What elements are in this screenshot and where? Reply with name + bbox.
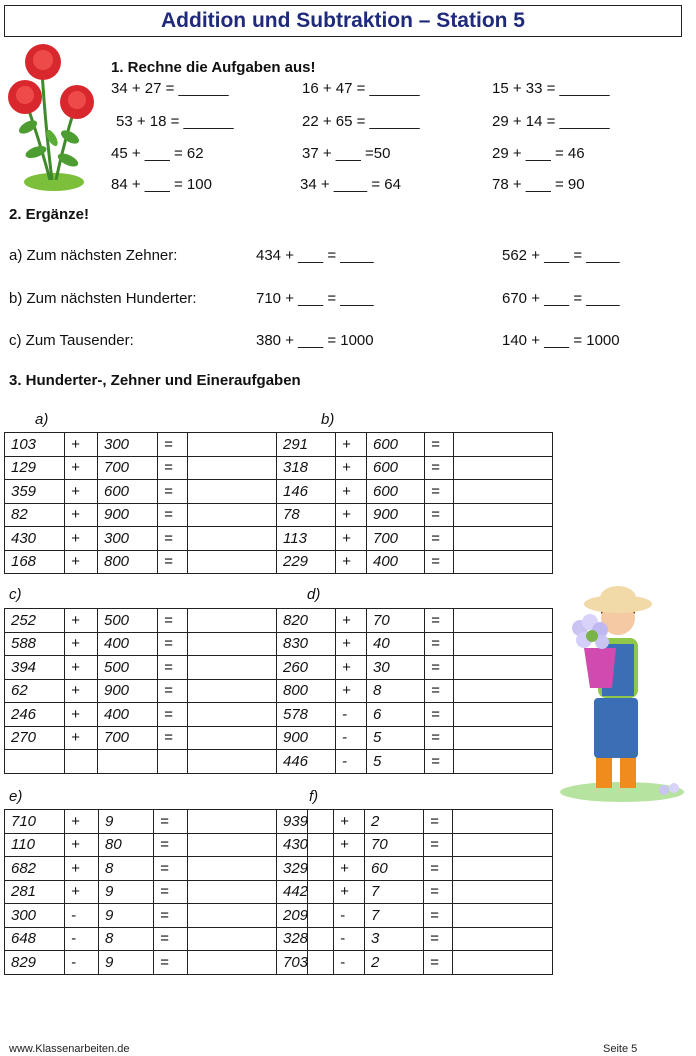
first-number-cell: 270 xyxy=(5,726,65,750)
table-row xyxy=(277,880,553,904)
first-number-cell: 252 xyxy=(5,609,65,633)
table-row xyxy=(5,810,308,834)
table-row xyxy=(277,632,553,656)
operator-cell: + xyxy=(65,550,98,574)
table-row xyxy=(277,750,553,774)
operator-cell: + xyxy=(65,810,99,834)
second-number-cell: 40 xyxy=(367,632,425,656)
second-number-cell: 800 xyxy=(98,550,158,574)
first-number-cell: 209 xyxy=(277,904,334,928)
table-c-label: c) xyxy=(9,586,22,603)
table-row xyxy=(5,927,308,951)
footer-website: www.Klassenarbeiten.de xyxy=(9,1043,130,1055)
equals-sign-cell: = xyxy=(158,456,188,480)
operator-cell: + xyxy=(65,503,98,527)
operator-cell: + xyxy=(336,656,367,680)
answer-cell[interactable] xyxy=(188,679,277,703)
answer-cell[interactable] xyxy=(188,527,277,551)
second-number-cell: 9 xyxy=(99,880,154,904)
task1-row2-col1: 53 + 18 = ______ xyxy=(116,113,234,130)
equals-sign-cell: = xyxy=(158,550,188,574)
task2-row-b-label: b) Zum nächsten Hunderter: xyxy=(9,290,197,307)
first-number-cell: 446 xyxy=(277,750,336,774)
table-e xyxy=(4,809,308,975)
first-number-cell: 442 xyxy=(277,880,334,904)
table-row xyxy=(277,833,553,857)
operator-cell: + xyxy=(65,433,98,457)
answer-cell[interactable] xyxy=(453,951,553,975)
equals-sign-cell: = xyxy=(425,433,454,457)
first-number-cell: 318 xyxy=(277,456,336,480)
second-number-cell: 5 xyxy=(367,750,425,774)
second-number-cell: 300 xyxy=(98,527,158,551)
equals-sign-cell: = xyxy=(154,951,188,975)
second-number-cell: 9 xyxy=(99,810,154,834)
answer-cell[interactable] xyxy=(454,703,553,727)
answer-cell[interactable] xyxy=(454,503,553,527)
equals-sign-cell: = xyxy=(424,833,453,857)
second-number-cell: 600 xyxy=(98,480,158,504)
page-title: Addition und Subtraktion – Station 5 xyxy=(161,9,525,32)
answer-cell[interactable] xyxy=(454,433,553,457)
equals-sign-cell: = xyxy=(154,810,188,834)
first-number-cell: 578 xyxy=(277,703,336,727)
table-row xyxy=(5,880,308,904)
second-number-cell: 60 xyxy=(365,857,424,881)
operator-cell: + xyxy=(65,656,98,680)
equals-sign-cell: = xyxy=(158,527,188,551)
table-row xyxy=(5,609,277,633)
task2-row-b-right: 670 + ___ = ____ xyxy=(502,290,620,307)
second-number-cell: 9 xyxy=(99,951,154,975)
operator-cell: + xyxy=(65,857,99,881)
equals-sign-cell: = xyxy=(154,833,188,857)
equals-sign-cell: = xyxy=(158,433,188,457)
table-b xyxy=(276,432,553,574)
operator-cell: + xyxy=(65,703,98,727)
equals-sign-cell: = xyxy=(154,904,188,928)
answer-cell[interactable] xyxy=(454,480,553,504)
answer-cell[interactable] xyxy=(453,810,553,834)
table-row xyxy=(277,527,553,551)
equals-sign-cell xyxy=(158,750,188,774)
answer-cell[interactable] xyxy=(453,927,553,951)
second-number-cell: 700 xyxy=(367,527,425,551)
operator-cell: + xyxy=(334,810,365,834)
first-number-cell: 82 xyxy=(5,503,65,527)
equals-sign-cell: = xyxy=(425,609,454,633)
operator-cell: - xyxy=(65,904,99,928)
equals-sign-cell: = xyxy=(425,726,454,750)
task2-row-b-left: 710 + ___ = ____ xyxy=(256,290,374,307)
second-number-cell: 700 xyxy=(98,456,158,480)
answer-cell[interactable] xyxy=(188,632,277,656)
task1-row1-col3: 15 + 33 = ______ xyxy=(492,80,610,97)
second-number-cell: 70 xyxy=(367,609,425,633)
answer-cell[interactable] xyxy=(188,480,277,504)
table-c xyxy=(4,608,277,774)
second-number-cell: 2 xyxy=(365,951,424,975)
equals-sign-cell: = xyxy=(425,750,454,774)
table-row xyxy=(277,726,553,750)
title-box xyxy=(4,5,682,37)
table-f xyxy=(276,809,553,975)
answer-cell[interactable] xyxy=(188,550,277,574)
first-number-cell: 430 xyxy=(5,527,65,551)
equals-sign-cell: = xyxy=(425,550,454,574)
equals-sign-cell: = xyxy=(154,880,188,904)
first-number-cell: 291 xyxy=(277,433,336,457)
answer-cell[interactable] xyxy=(188,609,277,633)
first-number-cell: 800 xyxy=(277,679,336,703)
table-row xyxy=(5,703,277,727)
second-number-cell: 300 xyxy=(98,433,158,457)
table-a xyxy=(4,432,277,574)
task1-row3-col1: 45 + ___ = 62 xyxy=(111,145,204,162)
task2-heading: 2. Ergänze! xyxy=(9,206,90,223)
first-number-cell: 146 xyxy=(277,480,336,504)
equals-sign-cell: = xyxy=(425,703,454,727)
answer-cell[interactable] xyxy=(453,880,553,904)
task1-row4-col2: 34 + ____ = 64 xyxy=(300,176,401,193)
table-a-label: a) xyxy=(35,411,49,428)
operator-cell: + xyxy=(336,480,367,504)
operator-cell: + xyxy=(336,433,367,457)
table-row xyxy=(5,480,277,504)
first-number-cell: 682 xyxy=(5,857,65,881)
table-row xyxy=(5,456,277,480)
operator-cell: + xyxy=(65,833,99,857)
first-number-cell: 703 xyxy=(277,951,334,975)
answer-cell[interactable] xyxy=(453,904,553,928)
operator-cell: + xyxy=(65,679,98,703)
first-number-cell: 300 xyxy=(5,904,65,928)
first-number-cell: 394 xyxy=(5,656,65,680)
second-number-cell: 600 xyxy=(367,456,425,480)
second-number-cell xyxy=(98,750,158,774)
operator-cell xyxy=(65,750,98,774)
equals-sign-cell: = xyxy=(158,609,188,633)
first-number-cell: 900 xyxy=(277,726,336,750)
answer-cell[interactable] xyxy=(188,433,277,457)
equals-sign-cell: = xyxy=(424,904,453,928)
first-number-cell: 110 xyxy=(5,833,65,857)
equals-sign-cell: = xyxy=(154,927,188,951)
first-number-cell: 281 xyxy=(5,880,65,904)
equals-sign-cell: = xyxy=(424,857,453,881)
second-number-cell: 8 xyxy=(367,679,425,703)
table-row xyxy=(5,527,277,551)
equals-sign-cell: = xyxy=(424,927,453,951)
answer-cell[interactable] xyxy=(453,857,553,881)
task1-heading: 1. Rechne die Aufgaben aus! xyxy=(111,59,316,76)
operator-cell: + xyxy=(65,456,98,480)
first-number-cell: 648 xyxy=(5,927,65,951)
first-number-cell: 710 xyxy=(5,810,65,834)
second-number-cell: 8 xyxy=(99,927,154,951)
answer-cell[interactable] xyxy=(454,609,553,633)
operator-cell: + xyxy=(334,880,365,904)
table-row xyxy=(277,433,553,457)
table-row xyxy=(277,656,553,680)
equals-sign-cell: = xyxy=(425,679,454,703)
task2-row-a-label: a) Zum nächsten Zehner: xyxy=(9,247,178,264)
table-row xyxy=(277,904,553,928)
table-row xyxy=(5,857,308,881)
table-row xyxy=(5,951,308,975)
table-row xyxy=(5,904,308,928)
first-number-cell: 588 xyxy=(5,632,65,656)
answer-cell[interactable] xyxy=(188,503,277,527)
second-number-cell: 900 xyxy=(98,503,158,527)
second-number-cell: 600 xyxy=(367,480,425,504)
operator-cell: + xyxy=(334,857,365,881)
operator-cell: - xyxy=(336,750,367,774)
second-number-cell: 700 xyxy=(98,726,158,750)
operator-cell: + xyxy=(336,503,367,527)
equals-sign-cell: = xyxy=(425,527,454,551)
table-d xyxy=(276,608,553,774)
table-f-label: f) xyxy=(309,788,319,805)
answer-cell[interactable] xyxy=(454,726,553,750)
answer-cell[interactable] xyxy=(454,527,553,551)
answer-cell[interactable] xyxy=(453,833,553,857)
table-b-label: b) xyxy=(321,411,335,428)
task2-row-c-right: 140 + ___ = 1000 xyxy=(502,332,620,349)
equals-sign-cell: = xyxy=(425,480,454,504)
equals-sign-cell: = xyxy=(158,480,188,504)
equals-sign-cell: = xyxy=(424,951,453,975)
second-number-cell: 400 xyxy=(98,632,158,656)
table-row xyxy=(5,833,308,857)
table-row xyxy=(5,726,277,750)
task2-row-a-right: 562 + ___ = ____ xyxy=(502,247,620,264)
answer-cell[interactable] xyxy=(188,703,277,727)
first-number-cell: 78 xyxy=(277,503,336,527)
equals-sign-cell: = xyxy=(425,632,454,656)
equals-sign-cell: = xyxy=(158,632,188,656)
operator-cell: + xyxy=(65,480,98,504)
table-row xyxy=(5,433,277,457)
operator-cell: + xyxy=(336,632,367,656)
task1-row3-col2: 37 + ___ =50 xyxy=(302,145,391,162)
first-number-cell: 359 xyxy=(5,480,65,504)
second-number-cell: 400 xyxy=(98,703,158,727)
first-number-cell xyxy=(5,750,65,774)
table-row xyxy=(5,679,277,703)
equals-sign-cell: = xyxy=(158,726,188,750)
operator-cell: + xyxy=(336,456,367,480)
second-number-cell: 500 xyxy=(98,656,158,680)
table-row xyxy=(277,927,553,951)
second-number-cell: 900 xyxy=(98,679,158,703)
operator-cell: - xyxy=(336,703,367,727)
task1-row4-col3: 78 + ___ = 90 xyxy=(492,176,585,193)
roses-illustration xyxy=(6,42,98,194)
first-number-cell: 229 xyxy=(277,550,336,574)
second-number-cell: 7 xyxy=(365,880,424,904)
task1-row3-col3: 29 + ___ = 46 xyxy=(492,145,585,162)
first-number-cell: 829 xyxy=(5,951,65,975)
operator-cell: - xyxy=(334,927,365,951)
equals-sign-cell: = xyxy=(424,880,453,904)
task2-row-c-label: c) Zum Tausender: xyxy=(9,332,134,349)
equals-sign-cell: = xyxy=(425,503,454,527)
table-row xyxy=(5,750,277,774)
answer-cell[interactable] xyxy=(188,726,277,750)
second-number-cell: 500 xyxy=(98,609,158,633)
footer-page-number: Seite 5 xyxy=(603,1043,638,1055)
table-row xyxy=(5,503,277,527)
operator-cell: + xyxy=(336,527,367,551)
table-row xyxy=(5,550,277,574)
second-number-cell: 6 xyxy=(367,703,425,727)
operator-cell: + xyxy=(336,550,367,574)
operator-cell: - xyxy=(65,951,99,975)
first-number-cell: 260 xyxy=(277,656,336,680)
equals-sign-cell: = xyxy=(158,703,188,727)
task2-row-c-left: 380 + ___ = 1000 xyxy=(256,332,374,349)
table-row xyxy=(277,456,553,480)
task2-row-a-left: 434 + ___ = ____ xyxy=(256,247,374,264)
task1-row1-col2: 16 + 47 = ______ xyxy=(302,80,420,97)
operator-cell: + xyxy=(65,880,99,904)
table-row xyxy=(5,656,277,680)
first-number-cell: 129 xyxy=(5,456,65,480)
first-number-cell: 168 xyxy=(5,550,65,574)
first-number-cell: 430 xyxy=(277,833,334,857)
table-e-label: e) xyxy=(9,788,23,805)
operator-cell: - xyxy=(336,726,367,750)
equals-sign-cell: = xyxy=(425,456,454,480)
table-row xyxy=(277,703,553,727)
second-number-cell: 400 xyxy=(367,550,425,574)
first-number-cell: 246 xyxy=(5,703,65,727)
second-number-cell: 2 xyxy=(365,810,424,834)
first-number-cell: 328 xyxy=(277,927,334,951)
table-row xyxy=(5,632,277,656)
equals-sign-cell: = xyxy=(154,857,188,881)
equals-sign-cell: = xyxy=(158,679,188,703)
operator-cell: - xyxy=(334,951,365,975)
operator-cell: + xyxy=(336,609,367,633)
first-number-cell: 113 xyxy=(277,527,336,551)
answer-cell[interactable] xyxy=(454,632,553,656)
answer-cell[interactable] xyxy=(454,456,553,480)
task3-heading: 3. Hunderter-, Zehner und Eineraufgaben xyxy=(9,372,301,389)
second-number-cell: 900 xyxy=(367,503,425,527)
table-row xyxy=(277,503,553,527)
answer-cell[interactable] xyxy=(188,656,277,680)
first-number-cell: 103 xyxy=(5,433,65,457)
second-number-cell: 7 xyxy=(365,904,424,928)
second-number-cell: 30 xyxy=(367,656,425,680)
operator-cell: - xyxy=(65,927,99,951)
second-number-cell: 5 xyxy=(367,726,425,750)
operator-cell: + xyxy=(65,726,98,750)
second-number-cell: 600 xyxy=(367,433,425,457)
equals-sign-cell: = xyxy=(158,503,188,527)
task1-row2-col2: 22 + 65 = ______ xyxy=(302,113,420,130)
operator-cell: + xyxy=(65,609,98,633)
table-d-label: d) xyxy=(307,586,321,603)
table-row xyxy=(277,810,553,834)
answer-cell[interactable] xyxy=(454,656,553,680)
equals-sign-cell: = xyxy=(158,656,188,680)
equals-sign-cell: = xyxy=(425,656,454,680)
table-row xyxy=(277,550,553,574)
second-number-cell: 8 xyxy=(99,857,154,881)
answer-cell[interactable] xyxy=(188,456,277,480)
table-row xyxy=(277,951,553,975)
task1-row2-col3: 29 + 14 = ______ xyxy=(492,113,610,130)
operator-cell: - xyxy=(334,904,365,928)
equals-sign-cell: = xyxy=(424,810,453,834)
operator-cell: + xyxy=(336,679,367,703)
second-number-cell: 80 xyxy=(99,833,154,857)
operator-cell: + xyxy=(65,632,98,656)
answer-cell[interactable] xyxy=(454,679,553,703)
table-row xyxy=(277,480,553,504)
answer-cell[interactable] xyxy=(454,550,553,574)
answer-cell[interactable] xyxy=(188,750,277,774)
second-number-cell: 3 xyxy=(365,927,424,951)
table-row xyxy=(277,857,553,881)
first-number-cell: 62 xyxy=(5,679,65,703)
gardener-illustration xyxy=(556,578,690,803)
task1-row4-col1: 84 + ___ = 100 xyxy=(111,176,212,193)
second-number-cell: 70 xyxy=(365,833,424,857)
operator-cell: + xyxy=(334,833,365,857)
table-row xyxy=(277,609,553,633)
operator-cell: + xyxy=(65,527,98,551)
first-number-cell: 939 xyxy=(277,810,334,834)
first-number-cell: 820 xyxy=(277,609,336,633)
task1-row1-col1: 34 + 27 = ______ xyxy=(111,80,229,97)
second-number-cell: 9 xyxy=(99,904,154,928)
answer-cell[interactable] xyxy=(454,750,553,774)
first-number-cell: 830 xyxy=(277,632,336,656)
first-number-cell: 329 xyxy=(277,857,334,881)
table-row xyxy=(277,679,553,703)
